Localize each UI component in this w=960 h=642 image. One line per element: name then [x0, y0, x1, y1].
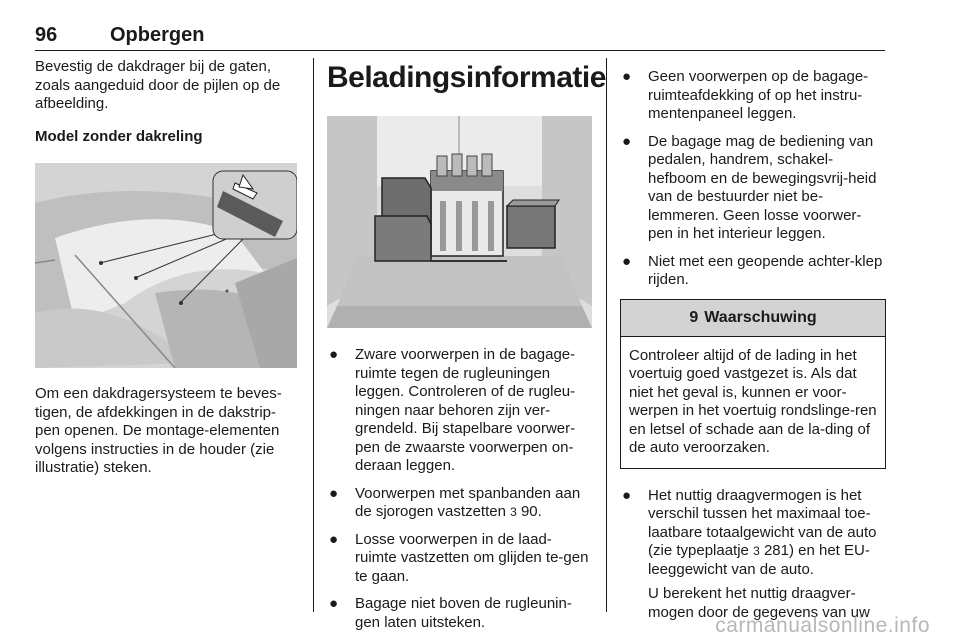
section-title: Beladingsinformatie	[327, 61, 606, 94]
column-divider	[313, 58, 314, 612]
list-item: ● Niet met een geopende achter-klep rijden.	[622, 252, 883, 288]
bullet-icon: ●	[622, 68, 632, 85]
bullet-icon: ●	[622, 132, 632, 150]
list-item: ● Zware voorwerpen in de bagage-ruimte tegen de rugleuningen leggen. Controleren of de rugleu-ningen naar behoren zijn ver-grendeld. Bij stapelbare voorwer-pen de zwaarste voorwerpen on-deraan leggen.	[329, 346, 576, 474]
warning-box	[620, 299, 886, 469]
bullet-icon: ●	[329, 346, 339, 363]
watermark: carmanualsonline.info	[715, 614, 930, 637]
bullet-icon: ●	[329, 484, 339, 502]
loading-bullets-continued	[620, 68, 886, 290]
warning-text: Controleer altijd of de lading in het voertuig goed vastgezet is. Als dat niet het geval is, kunnen er voor-werpen in het voertuig rondslinge-ren en letsel of schade aan de la-ding of de auto veroorzaken.	[629, 346, 877, 456]
warning-title: Waarschuwing	[704, 308, 817, 326]
list-item: ● Voorwerpen met spanbanden aan de sjorogen vastzetten 3 90.	[329, 484, 581, 520]
page-ref-link[interactable]: 281) en	[763, 542, 815, 559]
list-item: ● Bagage niet boven de rugleunin-gen laten uitsteken.	[329, 595, 572, 631]
chapter-title: Opbergen	[110, 24, 205, 46]
page-header	[35, 22, 885, 51]
list-item: ● Het nuttig draagvermogen is het verschil tussen het maximaal toe-laatbare totaalgewicht van de auto (zie typeplaatje 3 281) en het EU-leeggewicht van de auto.	[622, 486, 877, 578]
list-item: ● De bagage mag de bediening van pedalen, handrem, schakel-hefboom en de bewegingsvrij-heid van de bestuurder niet be-lemmeren. Geen losse voorwer-pen in het interieur leggen.	[622, 132, 877, 242]
page-ref-arrow-icon: 3	[753, 544, 760, 558]
bullet-icon: ●	[329, 595, 339, 612]
column-right	[620, 68, 886, 622]
intro-paragraph: Bevestig de dakdrager bij de gaten, zoals aangeduid door de pijlen op de afbeelding.	[35, 58, 281, 112]
page-ref-link[interactable]: 90.	[520, 503, 542, 520]
cargo-area-illustration	[327, 116, 592, 328]
column-divider	[606, 58, 607, 612]
bullet-icon: ●	[622, 486, 632, 504]
subheading: Model zonder dakreling	[35, 127, 203, 145]
list-item: ● Losse voorwerpen in de laad-ruimte vastzetten om glijden te-gen te gaan.	[329, 530, 589, 585]
warning-triangle-icon: 9	[689, 308, 699, 326]
column-left	[35, 58, 297, 478]
roof-rack-illustration	[35, 163, 297, 368]
body-paragraph: Om een dakdragersysteem te beves-tigen, de afdekkingen in de dakstrip-pen openen. De montage-elementen volgens instructies in de houder (zie illustratie) steken.	[35, 385, 282, 476]
column-middle	[327, 58, 606, 641]
continuation-paragraph: U berekent het nuttig draagver-mogen door de gegevens van uw	[648, 585, 870, 621]
loading-bullets	[327, 346, 592, 632]
list-item: ● Geen voorwerpen op de bagage-ruimteafdekking of op het instru-mentenpaneel leggen.	[622, 68, 869, 122]
bullet-icon: ●	[329, 530, 339, 548]
bullet-icon: ●	[622, 252, 632, 270]
page-ref-arrow-icon: 3	[510, 505, 517, 519]
payload-bullets	[620, 487, 886, 580]
warning-header	[621, 300, 885, 337]
page-number: 96	[35, 24, 58, 46]
